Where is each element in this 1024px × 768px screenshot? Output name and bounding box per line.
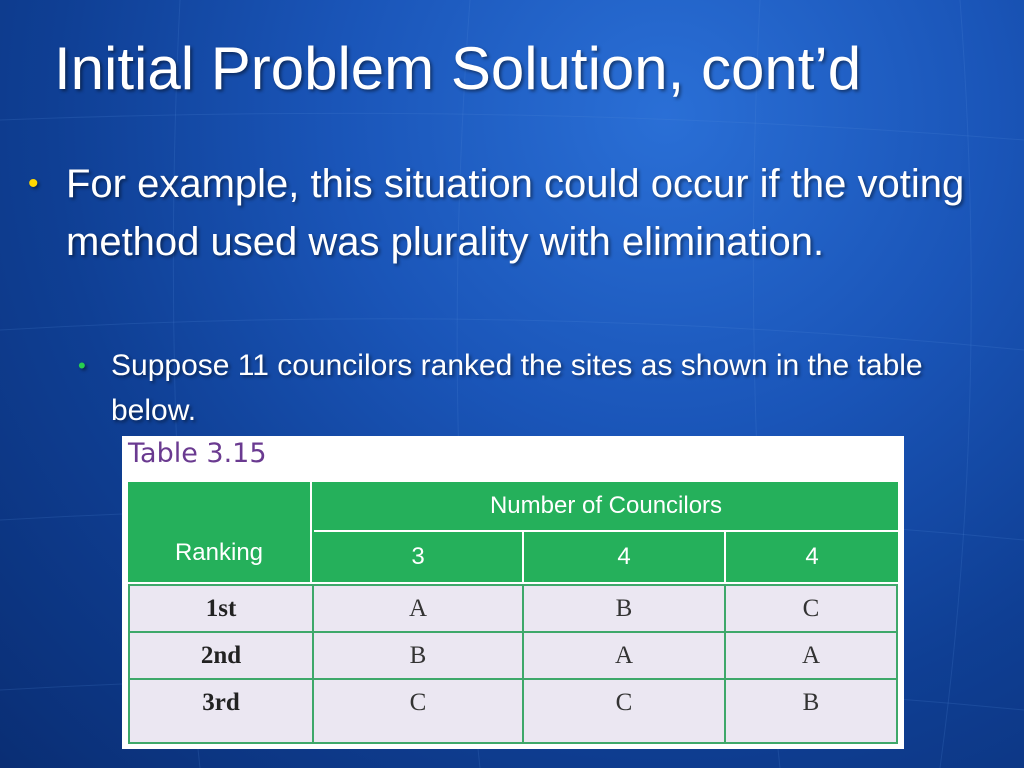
councilors-group-header: Number of Councilors	[314, 482, 898, 532]
rank-cell: 3rd	[202, 688, 240, 716]
ranking-table	[122, 436, 904, 749]
main-bullet-text: For example, this situation could occur if the voting method used was plurality with elimination.	[66, 162, 965, 264]
column-header: 4	[524, 532, 726, 582]
column-header: 3	[314, 532, 524, 582]
rank-cell: 2nd	[200, 641, 242, 669]
value-cell: C	[409, 688, 427, 716]
table-caption: Table 3.15	[128, 438, 267, 469]
table-row	[130, 586, 896, 633]
value-cell: C	[615, 688, 633, 716]
main-bullet	[28, 155, 988, 271]
table-row	[130, 680, 896, 742]
value-cell: B	[802, 688, 820, 716]
sub-bullet-marker: •	[78, 353, 86, 378]
rank-cell: 1st	[205, 594, 237, 622]
value-cell: A	[801, 641, 821, 669]
value-cell: C	[802, 594, 820, 622]
column-header: 4	[805, 543, 819, 570]
value-cell: A	[614, 641, 634, 669]
ranking-header: Ranking	[128, 482, 312, 582]
sub-bullet-text: Suppose 11 councilors ranked the sites as shown in the table below.	[111, 349, 923, 427]
value-cell: B	[409, 641, 427, 669]
table-row	[130, 633, 896, 680]
slide-title: Initial Problem Solution, cont’d	[54, 35, 862, 102]
bullet-marker: •	[28, 167, 39, 200]
value-cell: A	[408, 594, 428, 622]
table-header	[128, 482, 898, 582]
value-cell: B	[615, 594, 633, 622]
sub-bullet	[78, 343, 978, 433]
table-body	[128, 584, 898, 744]
